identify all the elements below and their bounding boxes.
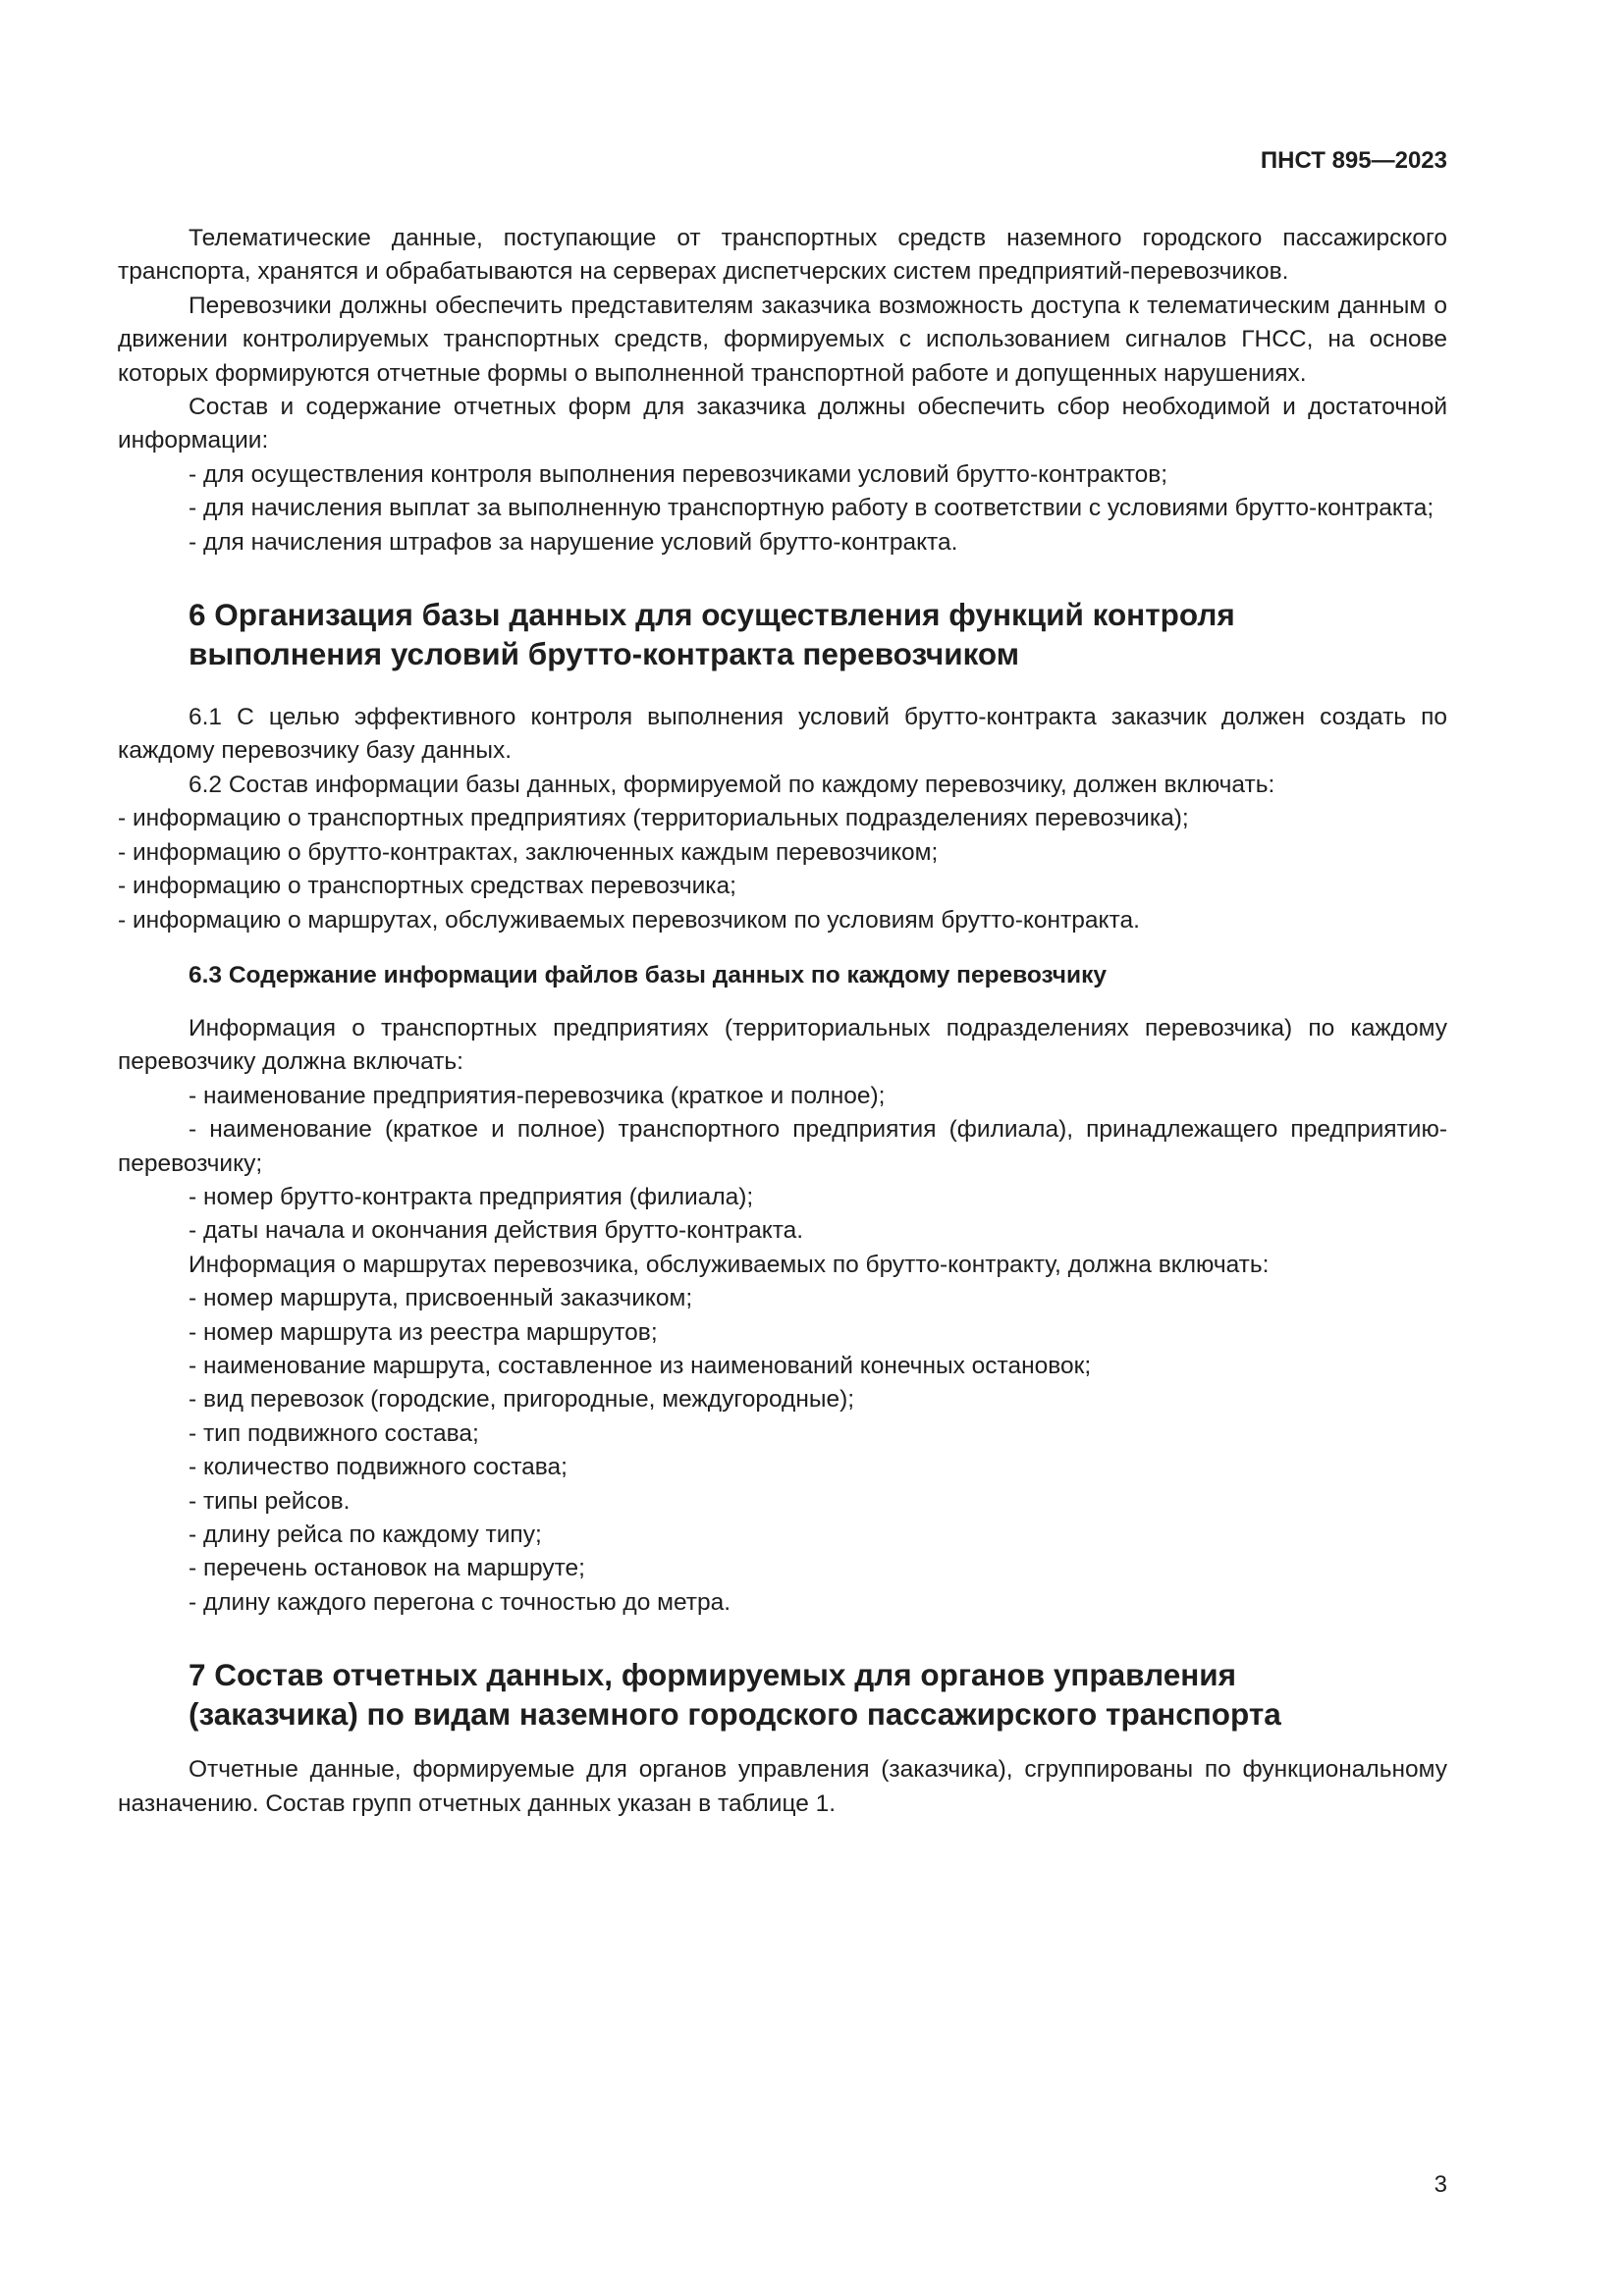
page-content (118, 222, 1447, 1821)
section-7-heading-line-1: 7 Состав отчетных данных, формируемых для органов управления (189, 1657, 1236, 1693)
clause-6-3-heading: 6.3 Содержание информации файлов базы данных по каждому перевозчику (189, 961, 1107, 988)
clause-6-1: 6.1 С целью эффективного контроля выполнения условий брутто-контракта заказчик должен создать по каждому перевозчику базу данных. (118, 704, 1447, 765)
list-item: - для осуществления контроля выполнения перевозчиками условий брутто-контрактов; (189, 460, 1168, 488)
list-item: - наименование (краткое и полное) транспортного предприятия (филиала), принадлежащего предприятию-перевозчику; (118, 1116, 1447, 1177)
section-6-heading (118, 595, 1447, 673)
list-item: - информацию о маршрутах, обслуживаемых перевозчиком по условиям брутто-контракта. (118, 906, 1140, 934)
list-item: - информацию о транспортных средствах перевозчика; (118, 873, 736, 900)
list-item: - перечень остановок на маршруте; (189, 1555, 585, 1582)
section-6-heading-line-2: выполнения условий брутто-контракта перевозчиком (189, 636, 1020, 672)
page-number: 3 (1434, 2171, 1447, 2198)
list-item: - номер брутто-контракта предприятия (филиала); (189, 1183, 754, 1210)
list-item: - номер маршрута из реестра маршрутов; (189, 1318, 658, 1346)
clause-6-3-paragraph-2: Информация о маршрутах перевозчика, обслуживаемых по брутто-контракту, должна включать: (189, 1251, 1270, 1278)
clause-6-2: 6.2 Состав информации базы данных, формируемой по каждому перевозчику, должен включать: (189, 771, 1275, 798)
list-item: - для начисления штрафов за нарушение условий брутто-контракта. (189, 528, 958, 556)
list-item: - длину каждого перегона с точностью до метра. (189, 1588, 731, 1616)
list-item: - информацию о транспортных предприятиях (территориальных подразделениях перевозчика); (118, 805, 1189, 832)
list-item: - типы рейсов. (189, 1487, 351, 1515)
list-item: - количество подвижного состава; (189, 1454, 568, 1481)
intro-paragraph-3: Состав и содержание отчетных форм для заказчика должны обеспечить сбор необходимой и достаточной информации: (118, 394, 1447, 454)
list-item: - даты начала и окончания действия брутто-контракта. (189, 1217, 804, 1245)
section-7-paragraph-1: Отчетные данные, формируемые для органов управления (заказчика), сгруппированы по функциональному назначению. Состав групп отчетных данных указан в таблице 1. (118, 1756, 1447, 1817)
document-code-header: ПНСТ 895—2023 (1260, 147, 1447, 174)
list-item: - наименование маршрута, составленное из наименований конечных остановок; (189, 1352, 1092, 1379)
clause-6-3-paragraph-1: Информация о транспортных предприятиях (территориальных подразделениях перевозчика) по каждому перевозчику должна включать: (118, 1014, 1447, 1076)
list-item: - вид перевозок (городские, пригородные, междугородные); (189, 1386, 855, 1414)
list-item: - наименование предприятия-перевозчика (краткое и полное); (189, 1082, 886, 1109)
intro-paragraph-2: Перевозчики должны обеспечить представителям заказчика возможность доступа к телематическим данным о движении контролируемых транспортных средств, формируемых с использованием сигналов ГНСС, на основе которых формируются отчетные формы о выполненной транспортной работе и допущенных нарушениях. (118, 292, 1447, 387)
list-item: - для начисления выплат за выполненную транспортную работу в соответствии с условиями брутто-контракта; (189, 495, 1435, 522)
list-item: - информацию о брутто-контрактах, заключенных каждым перевозчиком; (118, 838, 939, 866)
section-7-heading (118, 1655, 1447, 1734)
section-6-heading-line-1: 6 Организация базы данных для осуществления функций контроля (189, 597, 1235, 633)
list-item: - тип подвижного состава; (189, 1419, 479, 1447)
section-7-heading-line-2: (заказчика) по видам наземного городского пассажирского транспорта (189, 1696, 1281, 1733)
intro-paragraph-1: Телематические данные, поступающие от транспортных средств наземного городского пассажирского транспорта, хранятся и обрабатываются на серверах диспетчерских систем предприятий-перевозчиков. (118, 225, 1447, 286)
list-item: - длину рейса по каждому типу; (189, 1522, 542, 1548)
list-item: - номер маршрута, присвоенный заказчиком; (189, 1285, 693, 1312)
